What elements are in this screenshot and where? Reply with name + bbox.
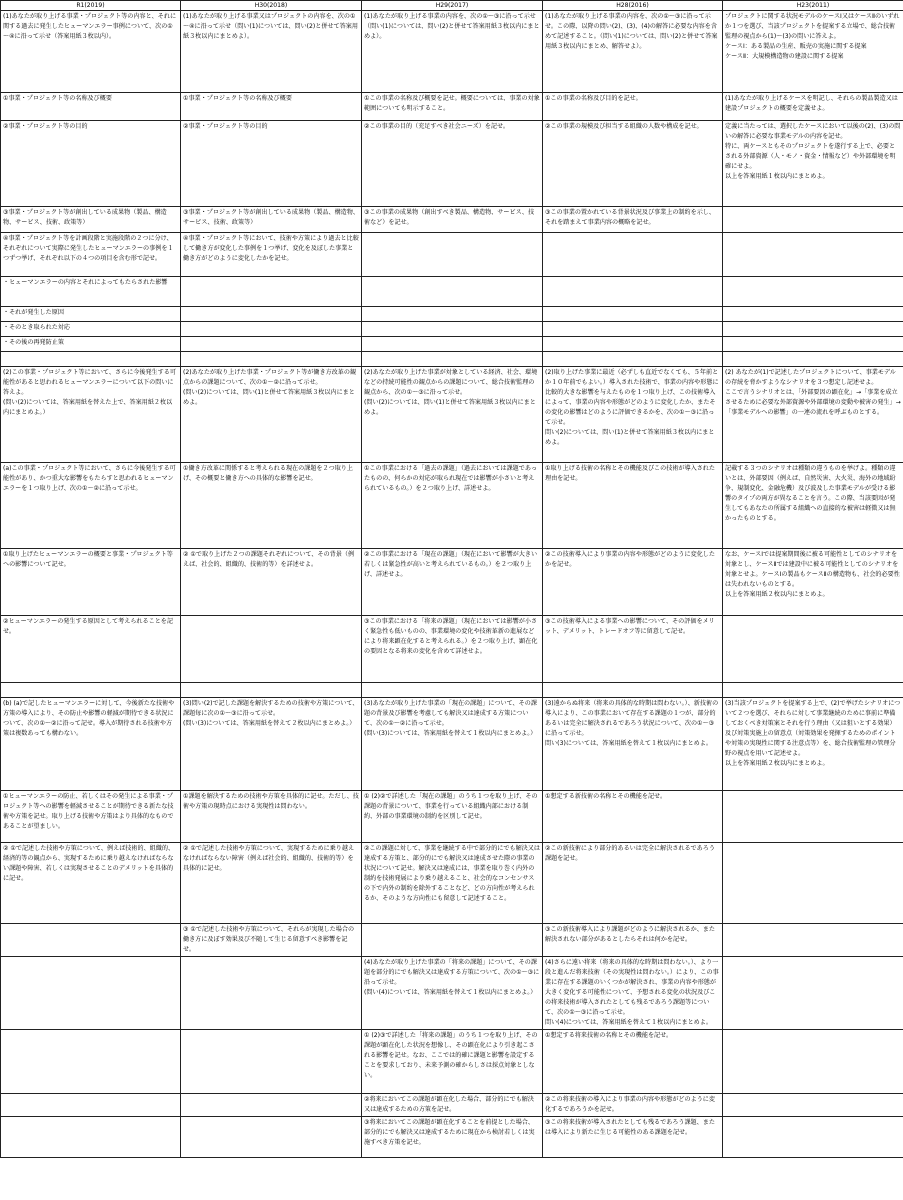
table-cell bbox=[181, 683, 362, 698]
table-cell: (2)あなたが取り上げた事業が対象としている経済、社会、環境などの持続可能性の観点からの課題について、総合技術監理の観点から、次の①～③に沿って示せ。 (問い(2)については、問い(1)と併せて答案用紙３枚以内にまとめよ。 bbox=[362, 367, 543, 463]
table-cell bbox=[181, 1117, 362, 1158]
table-cell bbox=[723, 277, 903, 307]
table-cell bbox=[723, 616, 903, 683]
table-cell bbox=[362, 924, 543, 957]
table-cell: (3)問い(2)で記した課題を解決するための技術や方策について、課題毎に次の①～③に沿って示せ。 (問い(3)については、答案用紙を替えて２枚以内にまとめよ。） bbox=[181, 698, 362, 791]
table-cell bbox=[181, 352, 362, 367]
table-cell bbox=[543, 233, 723, 277]
table-cell: ②この新技術により部分的あるいは完全に解決されるであろう課題を記せ。 bbox=[543, 843, 723, 924]
table-row bbox=[1, 307, 903, 322]
table-cell bbox=[723, 233, 903, 277]
table-cell: 記載する３つのシナリオは種類の違うものを挙げよ。種類の違いとは、外部要因（例えば、自然災害、大火災、海外の地域紛争、規制変化、金融危機）及び波及した事業モデルが受ける影響のタイプの両方が異なることを言う。この際、当該要因が発生してもあなたの所属する組織への直接的な被害は軽微又は無かったものとする。 bbox=[723, 463, 903, 549]
table-cell: ④事業・プロジェクト等において、技術や方策により過去と比較して働き方が変化した事例を１つ挙げ、変化を及ぼした事業と働き方がどのように変化したかを記せ。 bbox=[181, 233, 362, 277]
table-cell bbox=[181, 337, 362, 352]
table-cell: ②事業・プロジェクト等の目的 bbox=[181, 121, 362, 207]
table-cell: (1)あなたが取り上げる事業の内容を、次の①～③に沿って示せ（問い(1)については、問い(2)と併せて答案用紙３枚以内にまとめよ）。 bbox=[362, 11, 543, 93]
table-cell: ③この事業における「将来の課題」（現在においては影響が小さく緊急性も低いものの、事業環境の変化や技術革新の進展などにより将来顕在化すると考えられる。）を２つ取り上げ、顕在化の要因となる将来の変化を含めて詳述せよ。 bbox=[362, 616, 543, 683]
table-row bbox=[1, 1117, 903, 1158]
table-cell: ③この技術導入による事業への影響について、その評価をメリット、デメリット、トレードオフ等に留意して記せ。 bbox=[543, 616, 723, 683]
table-row bbox=[1, 791, 903, 843]
table-cell bbox=[181, 957, 362, 1030]
table-cell bbox=[543, 683, 723, 698]
table-cell: ②この技術導入により事業の内容や形態がどのように変化したかを記せ。 bbox=[543, 549, 723, 616]
table-row bbox=[1, 93, 903, 121]
table-cell: (a)この事業・プロジェクト等において、さらに今後発生する可能性があり、かつ重大な影響をもたらすと思われるヒューマンエラーを１つ取り上げ、次の①～②に沿って示せ。 bbox=[1, 463, 181, 549]
table-cell: ・その後の再発防止策 bbox=[1, 337, 181, 352]
table-cell bbox=[723, 352, 903, 367]
table-cell: ①事業・プロジェクト等の名称及び概要 bbox=[1, 93, 181, 121]
table-cell bbox=[1, 957, 181, 1030]
table-cell: ①事業・プロジェクト等の名称及び概要 bbox=[181, 93, 362, 121]
table-cell: ③将来においてこの課題が顕在化することを前提とした場合、部分的にでも解決又は達成するために現在から検討若しくは実施すべき方策を記せ。 bbox=[362, 1117, 543, 1158]
table-cell: ② ①で取り上げた２つの課題それぞれについて、その背景（例えば、社会的、組織的、技術的等）を詳述せよ。 bbox=[181, 549, 362, 616]
table-cell: (1)あなたが取り上げるケースを明記し、それらの製品製造又は建設プロジェクトの概要を定義せよ。 bbox=[723, 93, 903, 121]
table-cell bbox=[362, 277, 543, 307]
table-cell: ①想定する新技術の名称とその機能を記せ。 bbox=[543, 791, 723, 843]
table-cell bbox=[362, 683, 543, 698]
table-row bbox=[1, 924, 903, 957]
table-cell bbox=[723, 683, 903, 698]
table-cell: ②ヒューマンエラーの発生する原因として考えられることを記せ。 bbox=[1, 616, 181, 683]
table-cell: (1)あなたが取り上げる事業・プロジェクト等の内容と、それに関する過去に発生したヒューマンエラー事例について、次の①～④に沿って示せ（答案用紙３枚以内）。 bbox=[1, 11, 181, 93]
table-row bbox=[1, 698, 903, 791]
table-row bbox=[1, 463, 903, 549]
table-cell bbox=[543, 337, 723, 352]
table-cell: ③この事業の置かれている背景状況及び事業上の制約を示し、それを踏まえて事業内容の概略を記せ。 bbox=[543, 207, 723, 233]
table-cell: ①この事業の名称及び概要を記せ。概要については、事業の対象範囲についても明示すること。 bbox=[362, 93, 543, 121]
table-row bbox=[1, 843, 903, 924]
table-cell: (b) (a)で記したヒューマンエラーに対して、今後新たな技術や方策の導入により、その防止や影響の軽減が期待できる状況について、次の①～②に沿って記せ。導入が期待される技術や方策は複数あっても構わない。 bbox=[1, 698, 181, 791]
table-cell: ①課題を解決するための技術や方策を具体的に記せ。ただし、技術や方策の現時点における実現性は問わない。 bbox=[181, 791, 362, 843]
table-row bbox=[1, 1030, 903, 1094]
table-cell bbox=[362, 337, 543, 352]
table-cell bbox=[723, 957, 903, 1030]
table-cell: ② ①で記述した技術や方策について、実現するために乗り越えなければならない障害（例えば社会的、組織的、技術的等）を具体的に記せ。 bbox=[181, 843, 362, 924]
table-cell: ①この事業における「過去の課題」（過去においては課題であったものの、何らかの対応が取られ現在では影響が小さいと考えられているもの。）を２つ取り上げ、詳述せよ。 bbox=[362, 463, 543, 549]
table-row bbox=[1, 957, 903, 1030]
table-cell bbox=[1, 924, 181, 957]
table-cell: ③この事業の成果物（創出すべき製品、構造物、サービス、技術など）を記せ。 bbox=[362, 207, 543, 233]
table-row bbox=[1, 277, 903, 307]
year-header: H23(2011) bbox=[723, 1, 903, 11]
table-cell: ④事業・プロジェクト等を計画段階と実施段階の２つに分け、それぞれについて実際に発生したヒューマンエラーの事例を１つずつ挙げ、それぞれ以下の４つの項目を含む形で記せ。 bbox=[1, 233, 181, 277]
table-cell: ③この新技術導入により課題がどのように解決されるか、また解決されない部分があるとしたらそれは何かを記せ。 bbox=[543, 924, 723, 957]
table-cell: ①ヒューマンエラーの防止、若しくはその発生による事業・プロジェクト等への影響を軽減させることが期待できる新たな技術や方策を記せ。取り上げる技術や方策はより具体的なものであることが望ましい。 bbox=[1, 791, 181, 843]
table-row bbox=[1, 616, 903, 683]
table-cell: なお、ケースⅠでは提案期間後に被る可能性としてのシナリオを対象とし、ケースⅡでは建設中に被る可能性としてのシナリオを対象とせよ。ケースⅠの製品もケースⅡの構造物も、社会的必要性は失われないものとする。 以上を答案用紙２枚以内にまとめよ。 bbox=[723, 549, 903, 616]
table-cell: ③ ①で記述した技術や方策について、それらが実現した場合の働き方に及ぼす効果及び不随して生じる留意すべき影響を記せ。 bbox=[181, 924, 362, 957]
table-cell: ①この事業の名称及び目的を記せ。 bbox=[543, 93, 723, 121]
table-cell bbox=[181, 277, 362, 307]
header-row bbox=[1, 1, 903, 11]
year-header: H29(2017) bbox=[362, 1, 543, 11]
table-cell bbox=[181, 307, 362, 322]
table-cell: (3)当該プロジェクトを提案する上で、(2)で挙げたシナリオについて２つを選び、それらに対して事業継続のために事前に準備しておくべき対策案とそれを行う理由（又は狙いとする効果）及び対策実施上の留意点（対策効果を発揮するためのポイントや対策の実現性に関する注意点等）を、総合技術監理の管理分野の視点を用いて記述せよ。 以上を答案用紙２枚以内にまとめよ。 bbox=[723, 698, 903, 791]
table-cell bbox=[543, 307, 723, 322]
table-row bbox=[1, 207, 903, 233]
table-cell bbox=[723, 843, 903, 924]
table-cell: (1)あなたが取り上げる事業の内容を、次の①～③に沿って示せ。この際、以降の問い(2)、(3)、(4)の解答に必要な内容を含めて記述すること。（問い(1)については、問い(2)と併せて答案用紙３枚以内にまとめ、解答せよ）。 bbox=[543, 11, 723, 93]
table-cell: ②この事業の規模及び担当する組織の人数や構成を記せ。 bbox=[543, 121, 723, 207]
table-cell: ①働き方改革に関係すると考えられる現在の課題を２つ取り上げ、その概要と働き方への具体的な影響を記せ。 bbox=[181, 463, 362, 549]
table-cell bbox=[362, 352, 543, 367]
table-cell bbox=[362, 322, 543, 337]
table-row bbox=[1, 367, 903, 463]
table-cell: (2)取り上げた事業に最近（必ずしも直近でなくても、５年前とか１０年前でもよい。）導入された技術で、事業の内容や形態に比較的大きな影響を与えたものを１つ取り上げ、この技術導入によって、事業の内容や形態がどのように変化したか、またその変化の影響はどのように評価できるかを、次の①～③に沿って示せ。 問い(2)については、問い(1)と併せて答案用紙３枚以内にまとめよ。 bbox=[543, 367, 723, 463]
table-cell: 定義に当たっては、選択したケースにおいて以後の(2)、(3)の問いの解答に必要な事業モデルの内容を記せ。 特に、両ケースともそのプロジェクトを遂行する上で、必要とされる外部資源（人・モノ・資金・情報など）や外部環境を明確にせよ。 以上を答案用紙１枚以内にまとめよ。 bbox=[723, 121, 903, 207]
table-cell: (4)さらに遠い将来（将来の具体的な時期は問わない。）、より一段と進んだ将来技術（その実現性は問わない。）により、この事業に存在する課題のいくつかが解決され、事業の内容や形態が大きく変化する可能性について、予想される変化の状況及びこの将来技術が導入されたとしても残るであろう課題等について、次の①～③に沿って示せ。 問い(4)については、答案用紙を替えて１枚以内にまとめよ。 bbox=[543, 957, 723, 1030]
table-cell bbox=[1, 1117, 181, 1158]
table-cell: ②この事業の目的（充足すべき社会ニーズ）を記せ。 bbox=[362, 121, 543, 207]
table-cell: (3)あなたが取り上げた事業の「現在の課題」について、その課題の背景及び影響を考慮しても解決又は達成する方策について、次の①～②に沿って示せ。 (問い(3)については、答案用紙を替えて１枚以内にまとめよ。） bbox=[362, 698, 543, 791]
table-cell bbox=[181, 322, 362, 337]
table-cell bbox=[723, 924, 903, 957]
table-cell bbox=[543, 352, 723, 367]
table-cell: ②この将来技術の導入により事業の内容や形態がどのように変化するであろうかを記せ。 bbox=[543, 1094, 723, 1117]
table-cell bbox=[723, 322, 903, 337]
table-cell: ③事業・プロジェクト等が創出している成果物（製品、構造物、サービス、技術、政策等） bbox=[1, 207, 181, 233]
table-cell: ・そのとき取られた対応 bbox=[1, 322, 181, 337]
table-cell bbox=[723, 307, 903, 322]
table-cell bbox=[1, 1030, 181, 1094]
table-cell bbox=[1, 352, 181, 367]
table-cell: ①想定する将来技術の名称とその機能を記せ。 bbox=[543, 1030, 723, 1094]
table-cell bbox=[1, 683, 181, 698]
table-cell: (4)あなたが取り上げた事業の「将来の課題」について、その課題を部分的にでも解決又は達成する方策について、次の①～③に沿って示せ。 (問い(4)については、答案用紙を替えて１枚以内にまとめよ。） bbox=[362, 957, 543, 1030]
table-row bbox=[1, 352, 903, 367]
table-row bbox=[1, 683, 903, 698]
table-cell: ①取り上げる技術の名称とその機能及びこの技術が導入された理由を記せ。 bbox=[543, 463, 723, 549]
table-cell: ① (2)②で詳述した「現在の課題」のうち１つを取り上げ、その課題の背景について、事業を行っている組織内部における制約、外部の事業環境の制約を区別して記せ。 bbox=[362, 791, 543, 843]
table-cell bbox=[723, 207, 903, 233]
table-cell bbox=[723, 1117, 903, 1158]
table-cell bbox=[362, 307, 543, 322]
table-cell bbox=[543, 277, 723, 307]
table-cell: プロジェクトに関する状況モデルのケースⅠ又はケースⅡのいずれか１つを選び、当該プロジェクトを提案する立場で、総合技術監理の視点から(1)～(3)の問いに答えよ。 ケースⅠ：ある製品の生産、販売の実施に関する提案 ケースⅡ：大規模構造物の建設に関する提案 bbox=[723, 11, 903, 93]
table-cell bbox=[1, 1094, 181, 1117]
table-cell: ②この課題に対して、事業を継続する中で部分的にでも解決又は達成する方策と、部分的にでも解決又は達成させた際の事業の状況について記せ。解決又は達成には、事業を取り巻く内外の制約を技術発展により乗り越えること、社会的なコンセンサスの下で内外の制約を除外することなど、どの方向性が考えられるか、そのような方向性にも留意して記述すること。 bbox=[362, 843, 543, 924]
table-cell: (2) あなたが(1)で記述したプロジェクトについて、事業モデルの存続を脅かすようなシナリオを３つ想定し記述せよ。 ここで言うシナリオとは、「外部要因の顕在化」→「事業を成立させるために必要な外部資源や外部環境の変動や被害の発生」→「事業モデルへの影響」の一連の流れを呼ぶものとする。 bbox=[723, 367, 903, 463]
table-cell: ① (2)③で詳述した「将来の課題」のうち１つを取り上げ、その課題が顕在化した状況を想像し、その顕在化により引き起こされる影響を記せ。なお、ここでは的確に課題と影響を設定することを要求しており、未来予測の確からしさは採点対象としない。 bbox=[362, 1030, 543, 1094]
table-cell: (2)あなたが取り上げた事業・プロジェクト等が働き方改革の観点からの課題について、次の①～②に沿って示せ。 (問い(2)については、問い(1)と併せて答案用紙３枚以内にまとめよ。 bbox=[181, 367, 362, 463]
table-cell: ②事業・プロジェクト等の目的 bbox=[1, 121, 181, 207]
table-cell: (1)あなたが取り上げる事業又はプロジェクトの内容を、次の①～④に沿って示せ（問い(1)については、問い(2)と併せて答案用紙３枚以内にまとめよ）。 bbox=[181, 11, 362, 93]
table-cell bbox=[362, 233, 543, 277]
table-cell: (3)遠からぬ将来（将来の具体的な時期は問わない。）、新技術の導入により、この事業において存在する課題の１つが、部分的あるいは完全に解決されるであろう状況について、次の①～③に沿って示せ。 問い(3)については、答案用紙を替えて１枚以内にまとめよ。 bbox=[543, 698, 723, 791]
table-cell bbox=[723, 1094, 903, 1117]
table-cell bbox=[543, 322, 723, 337]
table-row bbox=[1, 121, 903, 207]
table-cell bbox=[181, 1094, 362, 1117]
table-cell: ・ヒューマンエラーの内容とそれによってもたらされた影響 bbox=[1, 277, 181, 307]
table-cell: ②この事業における「現在の課題」（現在において影響が大きい若しくは緊急性が高いと考えられているもの。）を２つ取り上げ、詳述せよ。 bbox=[362, 549, 543, 616]
table-row bbox=[1, 1094, 903, 1117]
table-row bbox=[1, 322, 903, 337]
year-header: R1(2019) bbox=[1, 1, 181, 11]
table-cell bbox=[181, 616, 362, 683]
table-cell bbox=[723, 791, 903, 843]
table-cell: ③この将来技術が導入されたとしても残るであろう課題、または導入により新たに生じる可能性のある課題を記せ。 bbox=[543, 1117, 723, 1158]
table-cell: ②将来においてこの課題が顕在化した場合、部分的にでも解決又は達成するための方策を記せ。 bbox=[362, 1094, 543, 1117]
table-cell: ・それが発生した原因 bbox=[1, 307, 181, 322]
table-cell: (2)この事業・プロジェクト等において、さらに今後発生する可能性があると思われるヒューマンエラーについて以下の問いに答えよ。 (問い(2)については、答案用紙を替えた上で、答案用紙２枚以内にまとめよ。） bbox=[1, 367, 181, 463]
table-cell bbox=[723, 337, 903, 352]
table-cell: ② ①で記述した技術や方策について、例えば技術的、組織的、経済的等の観点から、実現するために乗り越えなければならない課題や障害、若しくは実現させることのデメリットを具体的に記せ。 bbox=[1, 843, 181, 924]
table-row bbox=[1, 233, 903, 277]
year-header: H28(2016) bbox=[543, 1, 723, 11]
table-cell: ①取り上げたヒューマンエラーの概要と事業・プロジェクト等への影響について記せ。 bbox=[1, 549, 181, 616]
table-row bbox=[1, 337, 903, 352]
table-row bbox=[1, 549, 903, 616]
table-cell: ③事業・プロジェクト等が創出している成果物（製品、構造物、サービス、技術、政策等） bbox=[181, 207, 362, 233]
year-header: H30(2018) bbox=[181, 1, 362, 11]
table-row bbox=[1, 11, 903, 93]
table-cell bbox=[723, 1030, 903, 1094]
table-cell bbox=[181, 1030, 362, 1094]
